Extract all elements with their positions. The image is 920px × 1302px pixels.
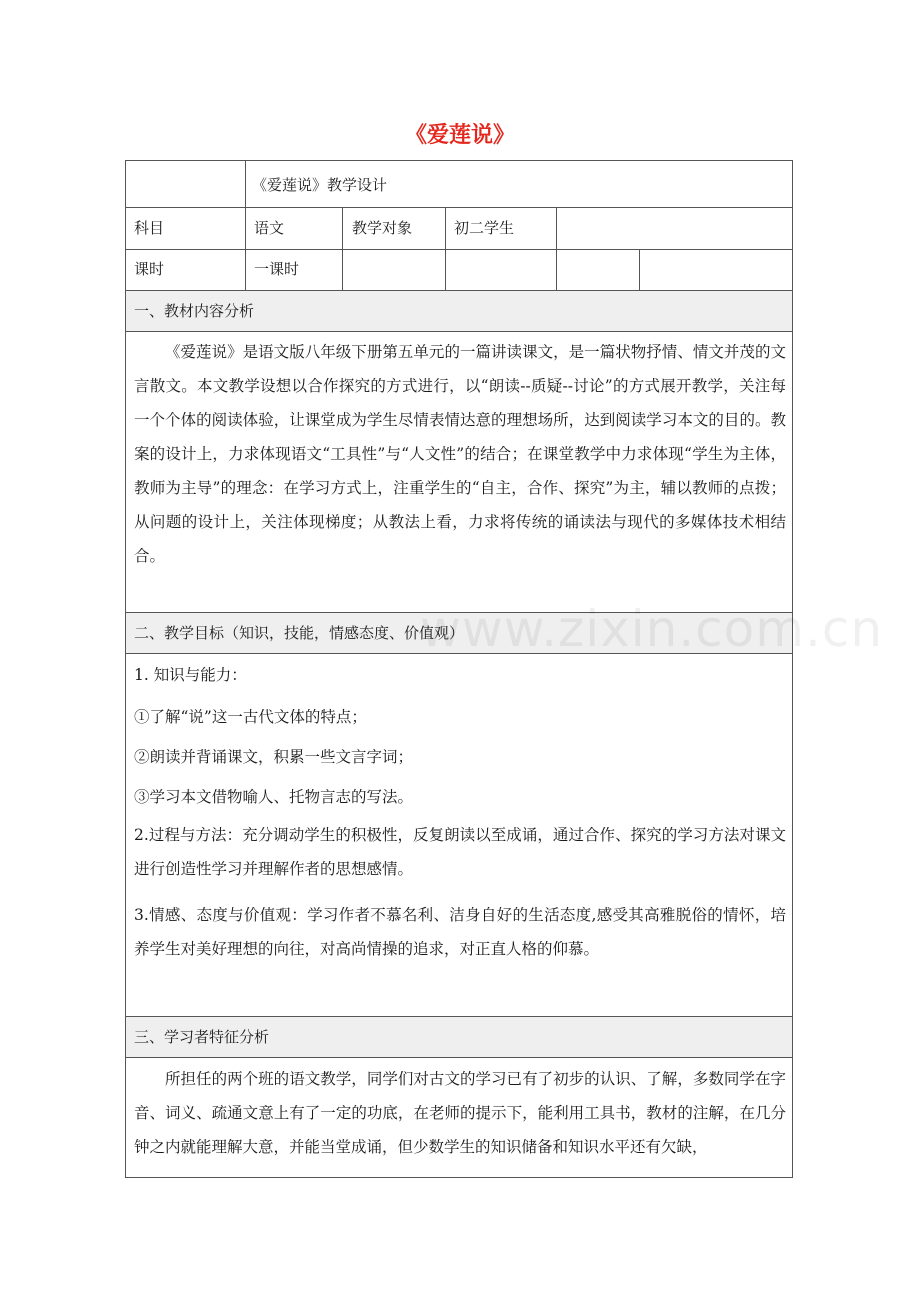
target-value: 初二学生 [454, 219, 515, 237]
section1-heading: 一、教材内容分析 [134, 302, 255, 320]
section2-heading: 二、教学目标（知识，技能，情感态度、价值观） [134, 624, 465, 642]
column-divider [639, 249, 640, 291]
row-divider [125, 1016, 793, 1017]
column-divider [556, 207, 557, 291]
watermark: www.zixin.com.cn [420, 600, 884, 658]
design-title-cell: 《爱莲说》教学设计 [252, 176, 388, 194]
goal-item: 1. 知识与能力： [134, 666, 247, 684]
subject-value: 语文 [254, 219, 285, 237]
table-border-left [125, 160, 126, 1178]
row-divider [125, 290, 793, 291]
goal-item: ①了解“说”这一古代文体的特点； [134, 708, 367, 726]
column-divider [445, 207, 446, 291]
goal-process: 2.过程与方法：充分调动学生的积极性，反复朗读以至成诵，通过合作、探究的学习方法对课文进行创造性学习并理解作者的思想感情。 [134, 826, 786, 878]
row-divider [125, 1057, 793, 1058]
table-border-bottom [125, 1177, 793, 1178]
column-divider [245, 160, 246, 291]
section1-paragraph: 《爱莲说》是语文版八年级下册第五单元的一篇讲读课文，是一篇状物抒情、情文并茂的文言散文。本文教学设想以合作探究的方式进行，以“朗读--质疑--讨论”的方式展开教学，关注每一个个体的阅读体验，让课堂成为学生尽情表情达意的理想场所，达到阅读学习本文的目的。教案的设计上，力求体现语文“工具性”与“人文性”的结合；在课堂教学中力求体现“学生为主体，教师为主导”的理念：在学习方式上，注重学生的“自主，合作、探究”为主，辅以教师的点拨；从问题的设计上，关注体现梯度；从教法上看，力求将传统的诵读法与现代的多媒体技术相结合。 [134, 343, 786, 565]
section3-paragraph: 所担任的两个班的语文教学，同学们对古文的学习已有了初步的认识、了解，多数同学在字音、词义、疏通文意上有了一定的功底，在老师的提示下，能利用工具书，教材的注解，在几分钟之内就能理解大意，并能当堂成诵，但少数学生的知识储备和知识水平还有欠缺， [134, 1070, 786, 1156]
row-divider [125, 249, 793, 250]
row-divider [125, 331, 793, 332]
table-border-right [792, 160, 793, 1178]
row-divider [125, 207, 793, 208]
subject-label: 科目 [134, 219, 165, 237]
section3-heading: 三、学习者特征分析 [134, 1028, 270, 1046]
section3-body [134, 1062, 786, 1164]
hours-value: 一课时 [254, 260, 300, 278]
goal-emotion: 3.情感、态度与价值观：学习作者不慕名利、洁身自好的生活态度,感受其高雅脱俗的情怀，培养学生对美好理想的向往，对高尚情操的追求，对正直人格的仰慕。 [134, 906, 786, 958]
goal-item: ②朗读并背诵课文，积累一些文言字词； [134, 748, 414, 766]
goal-item: ③学习本文借物喻人、托物言志的写法。 [134, 788, 414, 806]
hours-label: 课时 [134, 260, 165, 278]
column-divider [342, 207, 343, 291]
target-label: 教学对象 [352, 219, 413, 237]
table-border-top [125, 160, 793, 161]
section1-body [134, 335, 786, 573]
document-title: 《爱莲说》 [404, 123, 515, 148]
